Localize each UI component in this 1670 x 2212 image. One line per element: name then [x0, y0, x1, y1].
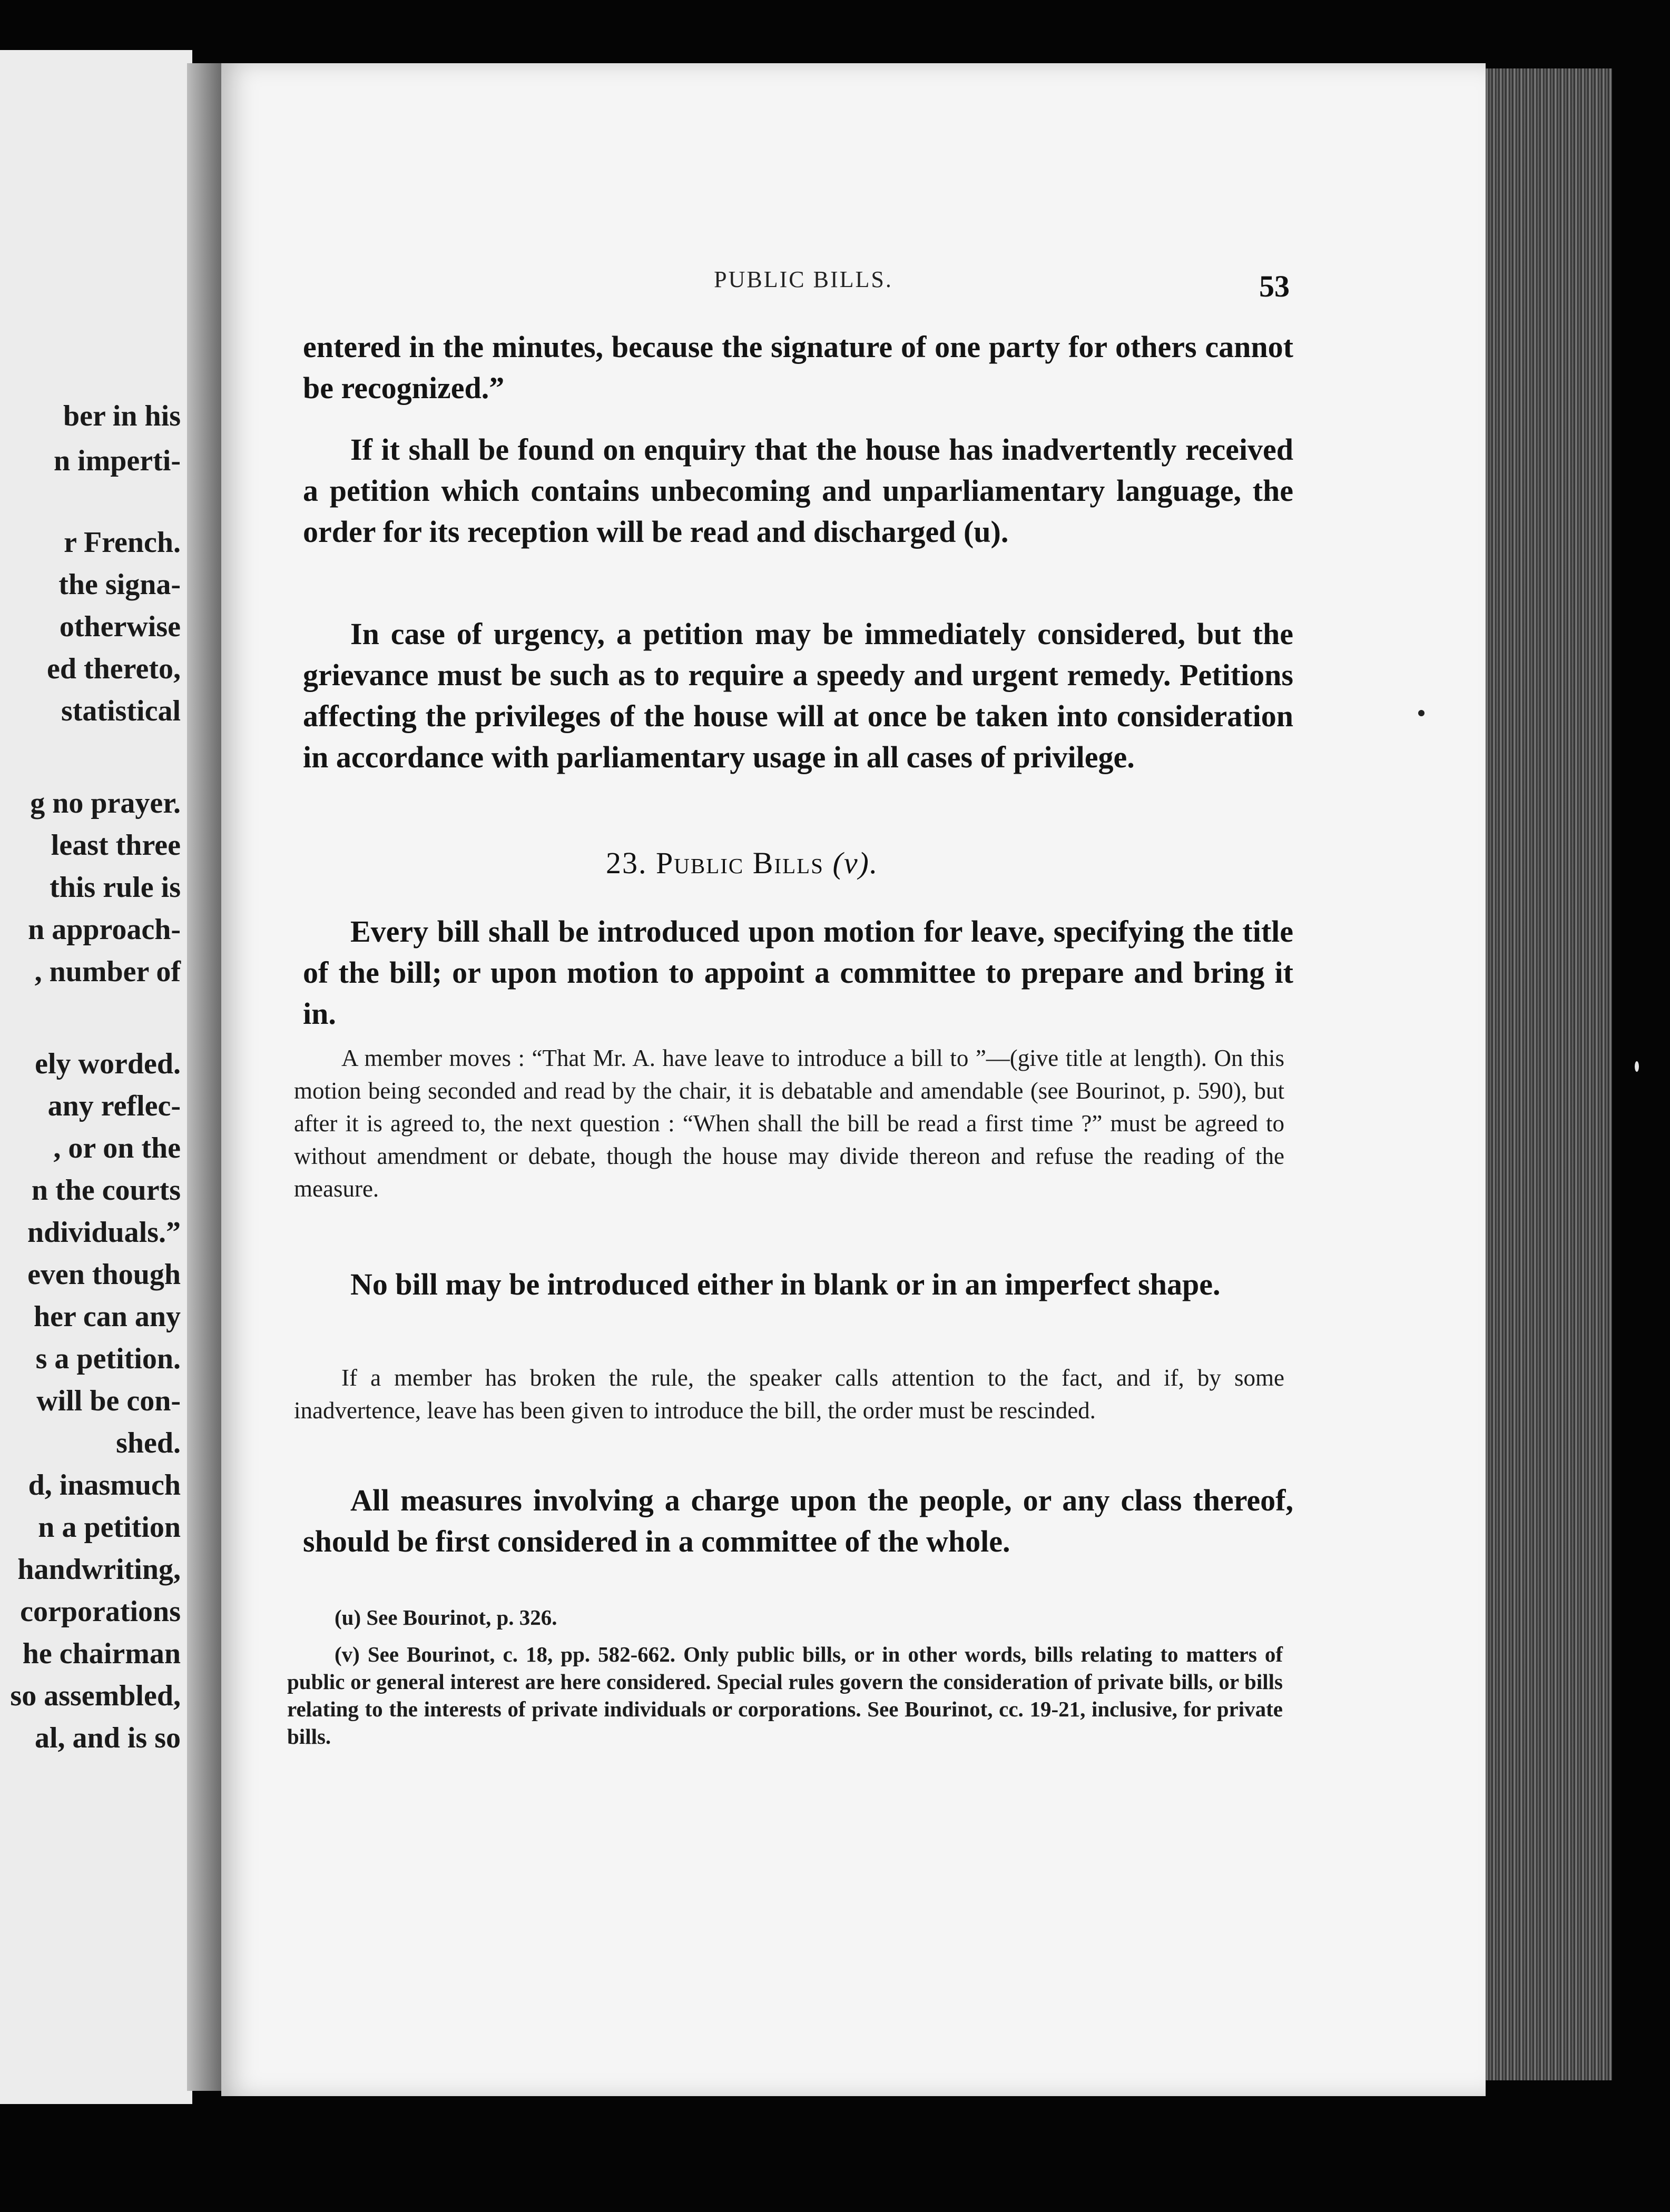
left-page-line: ely worded.: [35, 1048, 181, 1080]
left-page-line: g no prayer.: [30, 787, 181, 819]
note-broken-rule: If a member has broken the rule, the speaker calls attention to the fact, and if, by some inadvertence, leave has been given to introduce the bill, the order must be rescinded.: [294, 1365, 1284, 1424]
footnote-v: (v) See Bourinot, c. 18, pp. 582-662. Only public bills, or in other words, bills relating to matters of public or general interest are here considered. Special rules govern the consideration of private bills, or bills relating to the interests of private individuals or corporations. See Bourinot, cc. 19-21, inclusive, for private bills.: [287, 1642, 1283, 1749]
left-page-line: ed thereto,: [47, 653, 181, 685]
paragraph-no-blank-bill: No bill may be introduced either in blank or in an imperfect shape.: [350, 1267, 1221, 1301]
left-page-line: n the courts: [31, 1174, 181, 1207]
footnote-u: (u) See Bourinot, p. 326.: [335, 1605, 557, 1630]
section-title: Public Bills: [656, 846, 824, 880]
left-page-line: d, inasmuch: [28, 1469, 181, 1502]
left-page-line: al, and is so: [35, 1722, 181, 1754]
left-page-line: r French.: [64, 526, 181, 559]
left-page-line: s a petition.: [35, 1342, 181, 1375]
left-page-line: will be con-: [36, 1385, 181, 1417]
left-page-line: n approach-: [28, 913, 181, 946]
paragraph-continued: entered in the minutes, because the signature of one party for others cannot be recognized.”: [303, 330, 1293, 405]
left-page-line: , or on the: [53, 1132, 181, 1164]
left-page-line: handwriting,: [17, 1553, 181, 1586]
left-page-line: otherwise: [59, 610, 181, 643]
left-page-line: so assembled,: [10, 1680, 181, 1712]
section-footnote-ref: (v).: [832, 846, 879, 880]
left-page-line: this rule is: [50, 871, 181, 904]
note-member-moves: A member moves : “That Mr. A. have leave to introduce a bill to ”—(give title at length). On this motion being seconded and read by the chair, it is debatable and amendable (see Bourinot, p. 590), but after it is agreed to, the next question : “When shall the bill be read a first time ?” must be agreed to without amendment or debate, though the house may divide thereon and refuse the reading of the measure.: [294, 1045, 1284, 1202]
left-page-line: ber in his: [63, 400, 181, 432]
section-number: 23.: [606, 846, 647, 880]
paragraph-introduction-of-bills: Every bill shall be introduced upon motion for leave, specifying the title of the bill; or upon motion to appoint a committee to prepare and bring it in.: [303, 914, 1293, 1031]
paragraph-charge-upon-people: All measures involving a charge upon the people, or any class thereof, should be first considered in a committee of the whole.: [303, 1483, 1293, 1558]
section-heading: [606, 845, 878, 881]
page-edge: [1486, 68, 1612, 2080]
page-number: 53: [1259, 269, 1290, 303]
left-page-line: ndividuals.”: [27, 1216, 181, 1249]
ink-speck: [1418, 710, 1425, 716]
left-page-line: statistical: [61, 695, 181, 727]
paragraph-unparliamentary-petition: If it shall be found on enquiry that the house has inadvertently received a petition which contains unbecoming and unparliamentary language, the order for its reception will be read and discharged (u).: [303, 432, 1293, 549]
left-facing-page: [0, 50, 192, 2104]
film-mark: [1635, 1061, 1639, 1072]
left-page-line: he chairman: [22, 1637, 181, 1670]
paragraph-urgency: In case of urgency, a petition may be immediately considered, but the grievance must be such as to require a speedy and urgent remedy. Petitions affecting the privileges of the house will at once be taken into consideration in accordance with parliamentary usage in all cases of privilege.: [303, 617, 1293, 774]
left-page-line: any reflec-: [47, 1090, 181, 1122]
left-page-line: shed.: [116, 1427, 181, 1459]
left-page-line: n imperti-: [53, 445, 181, 477]
left-page-line: even though: [27, 1258, 181, 1291]
left-page-line: , number of: [34, 955, 181, 988]
running-head: PUBLIC BILLS.: [714, 266, 893, 292]
left-page-line: the signa-: [58, 568, 181, 601]
left-page-line: corporations: [20, 1595, 181, 1628]
left-page-line: her can any: [34, 1300, 181, 1333]
left-page-line: least three: [51, 829, 181, 862]
left-page-line: n a petition: [38, 1511, 181, 1544]
